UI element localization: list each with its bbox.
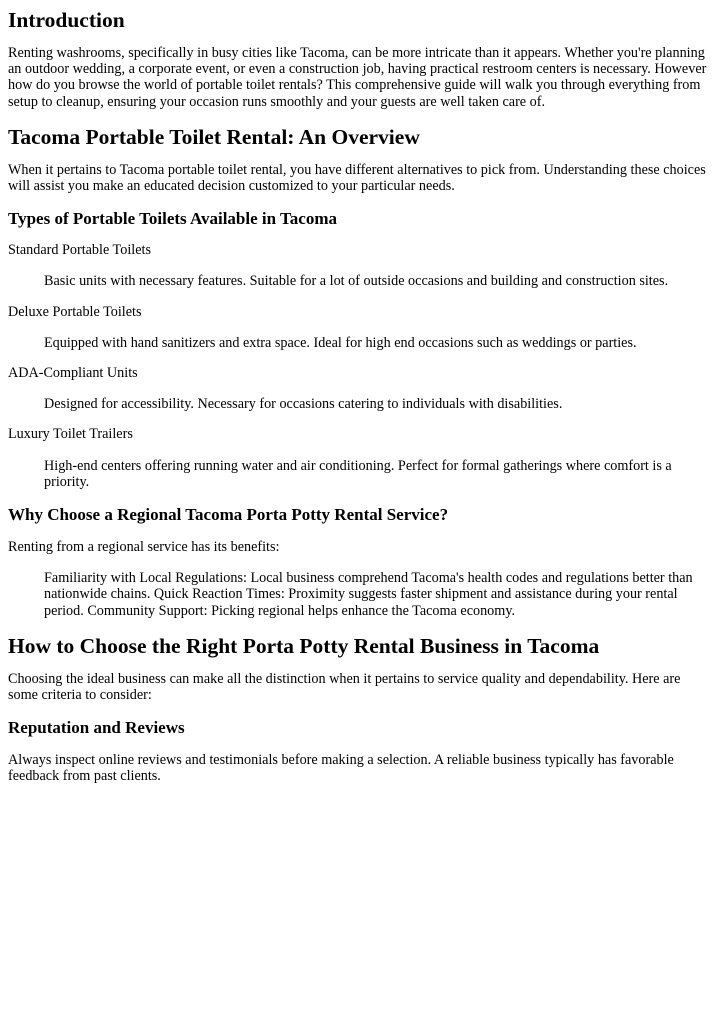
type-desc-deluxe: Equipped with hand sanitizers and extra space. Ideal for high end occasions such as weddings or parties. [44, 334, 637, 351]
type-term-standard: Standard Portable Toilets [8, 242, 151, 259]
reviews-paragraph: Always inspect online reviews and testimonials before making a selection. A reliable business typically has favorable feedback from past clients. [8, 752, 674, 785]
overview-heading: Tacoma Portable Toilet Rental: An Overview [8, 124, 420, 149]
choose-paragraph: Choosing the ideal business can make all the distinction when it pertains to service quality and dependability. Here are some criteria to consider: [8, 670, 681, 704]
type-term-ada: ADA-Compliant Units [8, 365, 138, 382]
document-page [0, 7, 720, 785]
overview-paragraph: When it pertains to Tacoma portable toilet rental, you have different alternatives to pick from. Understanding these choices will assist you make an educated decision customized to your particular needs. [8, 161, 706, 195]
type-desc-luxury: High-end centers offering running water and air conditioning. Perfect for formal gatherings where comfort is a priority. [44, 457, 672, 490]
intro-heading: Introduction [8, 8, 125, 32]
type-term-deluxe: Deluxe Portable Toilets [8, 303, 142, 320]
types-list [8, 242, 712, 490]
types-heading: Types of Portable Toilets Available in Tacoma [8, 209, 338, 229]
regional-paragraph: Renting from a regional service has its benefits: [8, 539, 280, 556]
type-desc-ada: Designed for accessibility. Necessary for occasions catering to individuals with disabilities. [44, 396, 563, 413]
reviews-heading: Reputation and Reviews [8, 718, 185, 738]
type-desc-standard: Basic units with necessary features. Suitable for a lot of outside occasions and building and construction sites. [44, 273, 669, 290]
type-term-luxury: Luxury Toilet Trailers [8, 426, 133, 443]
regional-heading: Why Choose a Regional Tacoma Porta Potty Rental Service? [8, 505, 449, 525]
intro-paragraph: Renting washrooms, specifically in busy cities like Tacoma, can be more intricate than it appears. Whether you're planning an outdoor wedding, a corporate event, or even a construction job, having practical restroom centers is necessary. However how do you browse the world of portable toilet rentals? This comprehensive guide will walk you through everything from setup to cleanup, ensuring your occasion runs smoothly and your guests are well taken care of. [8, 45, 707, 110]
regional-quote: Familiarity with Local Regulations: Local business comprehend Tacoma's health codes and regulations better than nationwide chains. Quick Reaction Times: Proximity suggests faster shipment and assistance during your rental period. Community Support: Picking regional helps enhance the Tacoma economy. [44, 570, 693, 619]
choose-heading: How to Choose the Right Porta Potty Rental Business in Tacoma [8, 633, 600, 658]
